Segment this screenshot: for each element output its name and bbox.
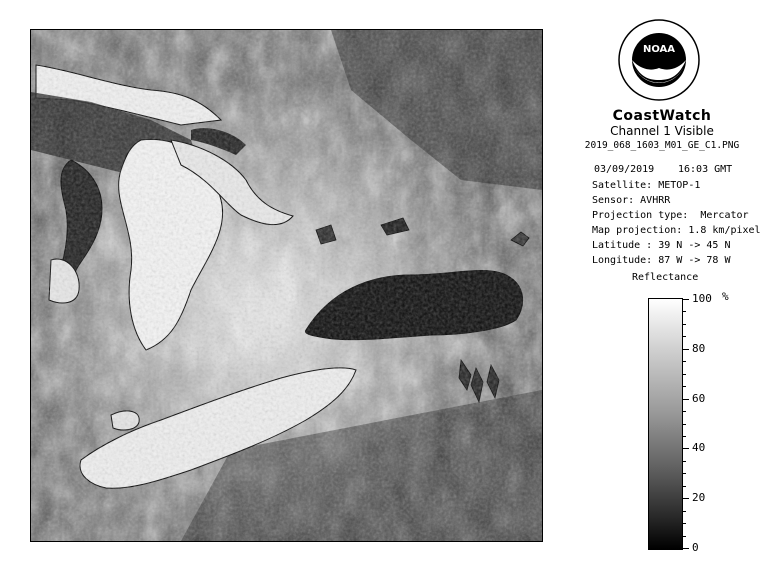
colorbar-tick xyxy=(683,399,689,400)
colorbar-minor-tick xyxy=(683,473,686,474)
colorbar-minor-tick xyxy=(683,361,686,362)
colorbar-tick-label: 20 xyxy=(692,491,706,504)
colorbar-minor-tick xyxy=(683,411,686,412)
meta-latitude: Latitude : 39 N -> 45 N xyxy=(592,240,731,251)
colorbar-minor-tick xyxy=(683,336,686,337)
metadata-block xyxy=(592,178,761,268)
colorbar-tick-label: 100 xyxy=(692,292,712,305)
colorbar-tick xyxy=(683,299,689,300)
legend-title: Reflectance xyxy=(632,272,699,283)
channel-subtitle: Channel 1 Visible xyxy=(610,124,714,138)
acquisition-time: 16:03 GMT xyxy=(678,164,733,175)
colorbar-minor-tick xyxy=(683,374,686,375)
meta-projection-type: Projection type: Mercator xyxy=(592,210,749,221)
colorbar-minor-tick xyxy=(683,436,686,437)
colorbar-tick xyxy=(683,349,689,350)
acquisition-date: 03/09/2019 xyxy=(594,164,655,175)
colorbar-minor-tick xyxy=(683,311,686,312)
colorbar-minor-tick xyxy=(683,523,686,524)
legend-unit: % xyxy=(722,290,729,303)
reflectance-colorbar xyxy=(648,298,683,550)
satellite-image xyxy=(30,29,543,542)
colorbar-minor-tick xyxy=(683,511,686,512)
meta-longitude: Longitude: 87 W -> 78 W xyxy=(592,255,731,266)
colorbar-minor-tick xyxy=(683,486,686,487)
logo-text: NOAA xyxy=(642,44,676,55)
product-title: CoastWatch xyxy=(612,108,712,124)
colorbar-tick xyxy=(683,498,689,499)
colorbar-minor-tick xyxy=(683,324,686,325)
colorbar-minor-tick xyxy=(683,386,686,387)
colorbar-tick-label: 60 xyxy=(692,392,706,405)
meta-sensor: Sensor: AVHRR xyxy=(592,195,671,206)
colorbar-minor-tick xyxy=(683,461,686,462)
map-canvas xyxy=(31,30,542,541)
colorbar-tick-label: 40 xyxy=(692,441,706,454)
colorbar-tick-label: 80 xyxy=(692,342,706,355)
image-filename: 2019_068_1603_M01_GE_C1.PNG xyxy=(584,140,740,151)
colorbar-tick-label: 0 xyxy=(692,541,699,554)
colorbar-tick xyxy=(683,548,689,549)
meta-satellite: Satellite: METOP-1 xyxy=(592,180,701,191)
colorbar-minor-tick xyxy=(683,424,686,425)
info-panel xyxy=(548,108,776,153)
colorbar-minor-tick xyxy=(683,536,686,537)
colorbar-tick xyxy=(683,448,689,449)
image-grain xyxy=(31,30,542,541)
meta-map-projection: Map projection: 1.8 km/pixel xyxy=(592,225,761,236)
noaa-logo xyxy=(617,18,701,102)
